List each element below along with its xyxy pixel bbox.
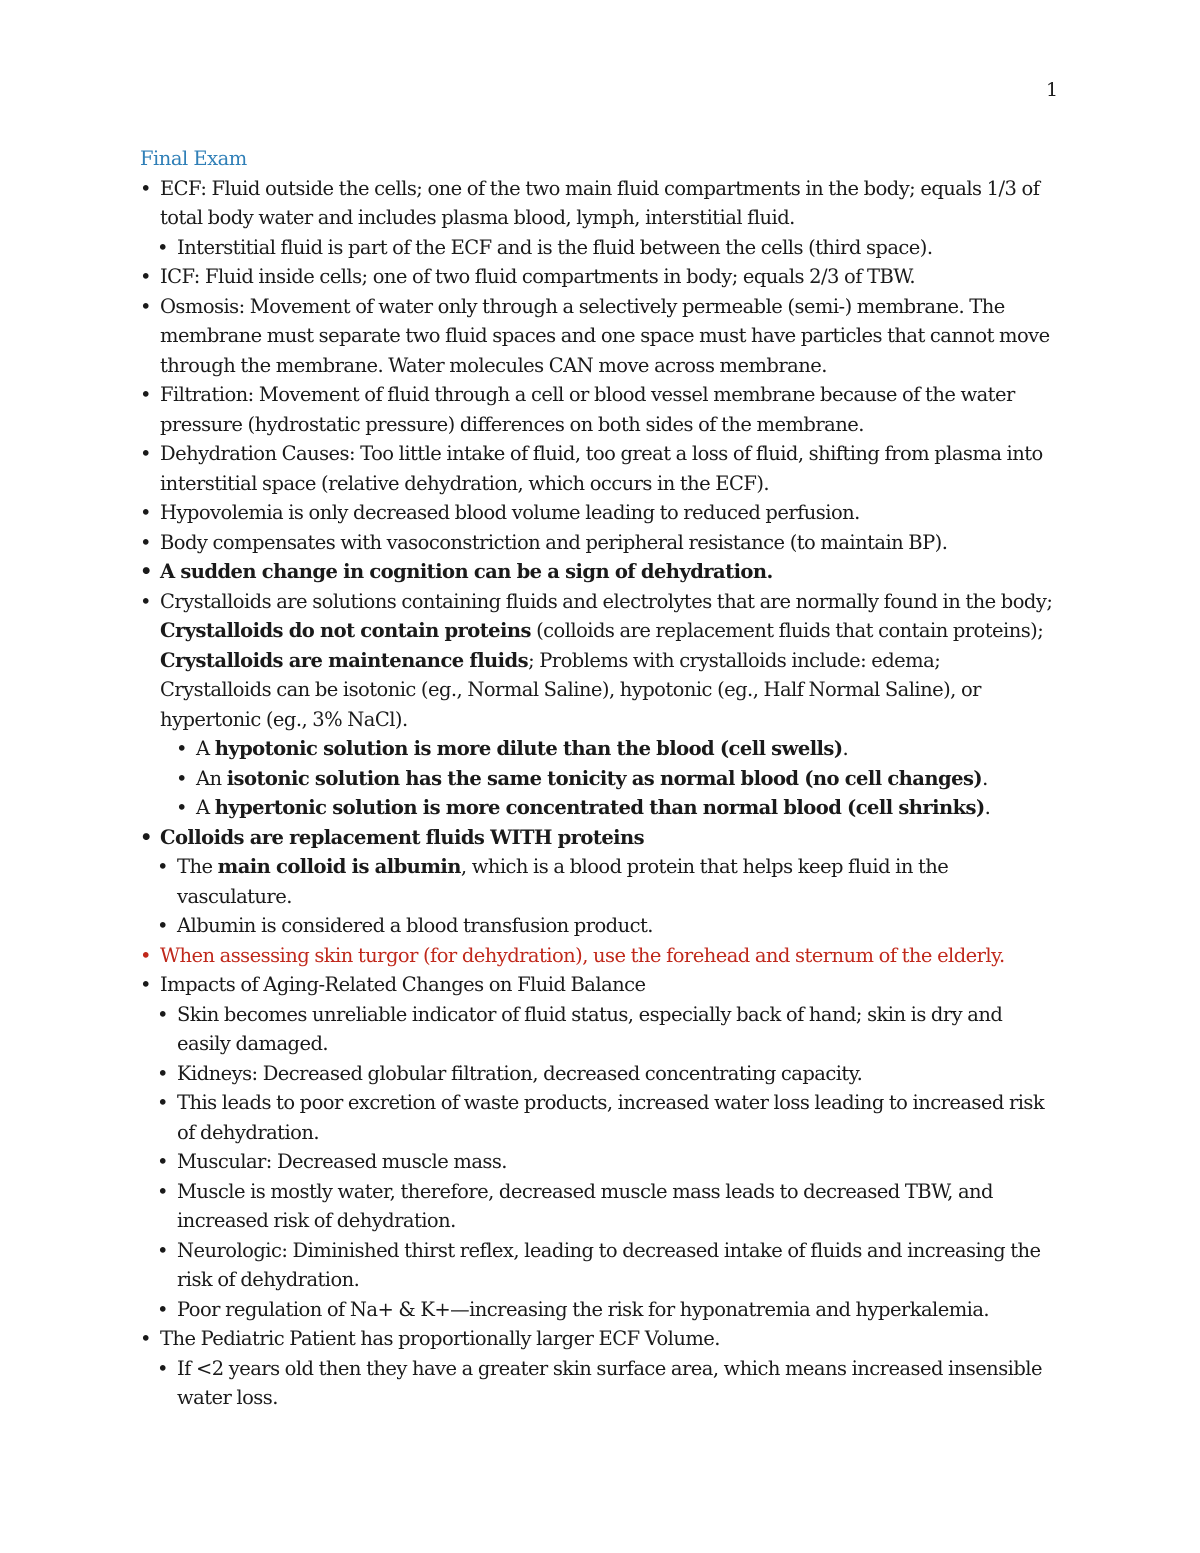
list-item-hypertonic: • A hypertonic solution is more concentrated than normal blood (cell shrinks).: [140, 793, 1056, 823]
list-item-under-two: • If <2 years old then they have a greater skin surface area, which means increased insensible water loss.: [140, 1354, 1056, 1413]
list-item-muscular: • Muscular: Decreased muscle mass.: [140, 1147, 1056, 1177]
bullet-icon: •: [140, 265, 151, 288]
bullet-icon: •: [140, 943, 151, 967]
bullet-icon: •: [157, 1179, 168, 1203]
list-item-interstitial-fluid: • Interstitial fluid is part of the ECF and is the fluid between the cells (third space).: [140, 233, 1056, 263]
bullet-icon: •: [157, 1150, 168, 1173]
list-item-waste-excretion: • This leads to poor excretion of waste products, increased water loss leading to increased risk of dehydration.: [140, 1088, 1056, 1147]
bullet-icon: •: [140, 560, 152, 583]
bullet-icon: •: [157, 1061, 168, 1085]
bullet-icon: •: [157, 1238, 168, 1262]
list-item-kidneys: • Kidneys: Decreased globular filtration, decreased concentrating capacity.: [140, 1059, 1056, 1089]
list-item-aging-impacts: • Impacts of Aging-Related Changes on Fluid Balance: [140, 970, 1056, 1000]
bullet-icon: •: [140, 442, 151, 465]
bullet-icon: •: [157, 1356, 168, 1380]
bullet-icon: •: [140, 973, 151, 996]
bullet-icon: •: [157, 235, 168, 259]
bullet-icon: •: [140, 589, 151, 613]
list-item-hypotonic: • A hypotonic solution is more dilute than the blood (cell swells).: [140, 734, 1056, 764]
list-item-neurologic: • Neurologic: Diminished thirst reflex, leading to decreased intake of fluids and increasing the risk of dehydration.: [140, 1236, 1056, 1295]
page-number: 1: [1046, 79, 1059, 101]
bullet-icon: •: [140, 383, 151, 406]
list-item-cognition-change: • A sudden change in cognition can be a sign of dehydration.: [140, 557, 1056, 587]
list-item-skin-turgor: • When assessing skin turgor (for dehydration), use the forehead and sternum of the elderly.: [140, 941, 1056, 971]
bullet-icon: •: [157, 855, 168, 878]
document-body: [140, 144, 1056, 1413]
bullet-icon: •: [140, 1327, 151, 1350]
list-item-na-k-regulation: • Poor regulation of Na+ & K+—increasing the risk for hyponatremia and hyperkalemia.: [140, 1295, 1056, 1325]
bullet-icon: •: [157, 1297, 168, 1321]
section-title: Final Exam: [140, 147, 247, 170]
list-item-icf: • ICF: Fluid inside cells; one of two fluid compartments in body; equals 2/3 of TBW.: [140, 262, 1056, 292]
notes-list: [140, 174, 1056, 1413]
list-item-body-compensates: • Body compensates with vasoconstriction and peripheral resistance (to maintain BP).: [140, 528, 1056, 558]
list-item-skin: • Skin becomes unreliable indicator of fluid status, especially back of hand; skin is dry and easily damaged.: [140, 1000, 1056, 1059]
list-item-muscle-water: • Muscle is mostly water, therefore, decreased muscle mass leads to decreased TBW, and increased risk of dehydration.: [140, 1177, 1056, 1236]
bullet-icon: •: [140, 501, 151, 524]
bullet-icon: •: [176, 766, 187, 790]
list-item-ecf: • ECF: Fluid outside the cells; one of the two main fluid compartments in the body; equals 1/3 of total body water and includes plasma blood, lymph, interstitial fluid.: [140, 174, 1056, 233]
list-item-isotonic: • An isotonic solution has the same tonicity as normal blood (no cell changes).: [140, 764, 1056, 794]
bullet-icon: •: [157, 1002, 168, 1026]
list-item-crystalloids: • Crystalloids are solutions containing fluids and electrolytes that are normally found in the body; Crystalloids do not contain proteins (colloids are replacement fluids that contain proteins); Crystalloids are maintenance fluids; Problems with crystalloids include: edema; Crystalloids can be isotonic (eg., Normal Saline), hypotonic (eg., Half Normal Saline), or hypertonic (eg., 3% NaCl).: [140, 587, 1056, 735]
list-item-hypovolemia: • Hypovolemia is only decreased blood volume leading to reduced perfusion.: [140, 498, 1056, 528]
bullet-icon: •: [140, 530, 151, 554]
list-item-albumin-transfusion: • Albumin is considered a blood transfusion product.: [140, 911, 1056, 941]
list-item-pediatric: • The Pediatric Patient has proportionally larger ECF Volume.: [140, 1324, 1056, 1354]
bullet-icon: •: [140, 825, 152, 849]
bullet-icon: •: [140, 294, 151, 318]
list-item-albumin-colloid: • The main colloid is albumin, which is a blood protein that helps keep fluid in the vasculature.: [140, 852, 1056, 911]
list-item-osmosis: • Osmosis: Movement of water only through a selectively permeable (semi-) membrane. The membrane must separate two fluid spaces and one space must have particles that cannot move through the membrane. Water molecules CAN move across membrane.: [140, 292, 1056, 381]
list-item-colloids: • Colloids are replacement fluids WITH proteins: [140, 823, 1056, 853]
list-item-filtration: • Filtration: Movement of fluid through a cell or blood vessel membrane because of the water pressure (hydrostatic pressure) differences on both sides of the membrane.: [140, 380, 1056, 439]
bullet-icon: •: [176, 796, 187, 819]
bullet-icon: •: [176, 737, 187, 760]
bullet-icon: •: [140, 176, 151, 200]
list-item-dehydration-causes: • Dehydration Causes: Too little intake of fluid, too great a loss of fluid, shifting from plasma into interstitial space (relative dehydration, which occurs in the ECF).: [140, 439, 1056, 498]
bullet-icon: •: [157, 1091, 168, 1114]
bullet-icon: •: [157, 914, 168, 937]
